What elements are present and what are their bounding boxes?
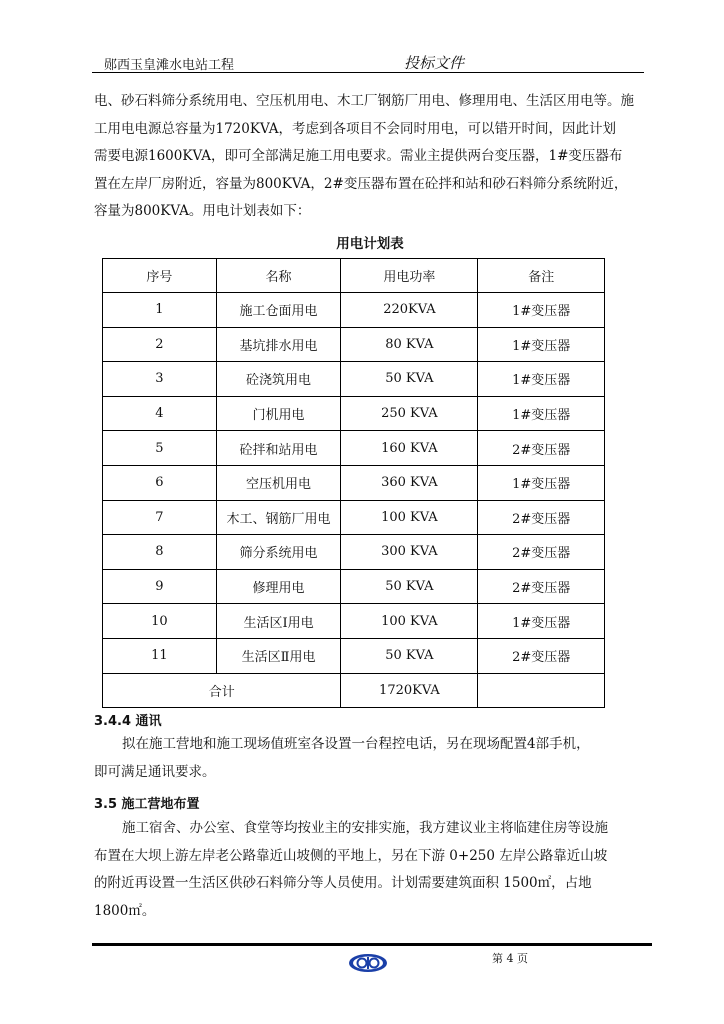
cell-index: 9	[103, 569, 217, 604]
intro-line: 工用电电源总容量为1720KVA，考虑到各项目不会同时用电，可以错开时间，因此计划	[94, 120, 617, 137]
cell-name: 基坑排水用电	[216, 327, 341, 362]
paragraph-line: 施工宿舍、办公室、食堂等均按业主的安排实施，我方建议业主将临建住房等设施	[122, 820, 608, 836]
cell-note: 1#变压器	[478, 293, 605, 328]
cell-note: 2#变压器	[478, 535, 605, 570]
section-3-4-4-paragraph	[94, 731, 654, 786]
project-name: 郧西玉皇滩水电站工程	[104, 58, 235, 73]
footer-rule	[92, 943, 652, 946]
cell-name: 木工、钢筋厂用电	[216, 500, 341, 535]
section-heading-3-5: 3.5 施工营地布置	[94, 797, 200, 812]
page-header	[92, 52, 644, 72]
total-label: 合计	[103, 673, 341, 708]
document-type: 投标文件	[404, 54, 465, 72]
cell-name: 修理用电	[216, 569, 341, 604]
table-header-row	[103, 259, 605, 293]
cell-index: 3	[103, 362, 217, 397]
col-header-note: 备注	[478, 259, 605, 293]
cell-index: 5	[103, 431, 217, 466]
intro-paragraph	[94, 88, 654, 226]
intro-line: 电、砂石料筛分系统用电、空压机用电、木工厂钢筋厂用电、修理用电、生活区用电等。施	[94, 93, 634, 109]
table-total-row	[103, 673, 605, 708]
table-row	[103, 362, 605, 397]
cell-power: 80 KVA	[341, 327, 478, 362]
table-row	[103, 569, 605, 604]
company-logo-icon	[348, 953, 388, 973]
table-row	[103, 396, 605, 431]
cell-power: 300 KVA	[341, 535, 478, 570]
intro-line: 需要电源1600KVA，即可全部满足施工用电要求。需业主提供两台变压器，1#变压器布	[94, 148, 623, 164]
cell-name: 门机用电	[216, 396, 341, 431]
cell-note: 1#变压器	[478, 327, 605, 362]
cell-note: 1#变压器	[478, 396, 605, 431]
cell-index: 8	[103, 535, 217, 570]
cell-note: 2#变压器	[478, 500, 605, 535]
table-row	[103, 465, 605, 500]
paragraph-line: 的附近再设置一生活区供砂石料筛分等人员使用。计划需要建筑面积 1500㎡，占地	[94, 875, 592, 891]
cell-index: 1	[103, 293, 217, 328]
cell-power: 250 KVA	[341, 396, 478, 431]
paragraph-line: 布置在大坝上游左岸老公路靠近山坡侧的平地上，另在下游 0+250 左岸公路靠近山坡	[94, 847, 608, 864]
cell-note: 2#变压器	[478, 569, 605, 604]
cell-note: 1#变压器	[478, 604, 605, 639]
cell-index: 10	[103, 604, 217, 639]
col-header-name: 名称	[216, 259, 341, 293]
paragraph-line: 即可满足通讯要求。	[94, 763, 216, 780]
paragraph-line: 1800㎡。	[94, 902, 156, 919]
cell-power: 100 KVA	[341, 500, 478, 535]
cell-note: 1#变压器	[478, 465, 605, 500]
cell-power: 50 KVA	[341, 638, 478, 673]
cell-name: 筛分系统用电	[216, 535, 341, 570]
cell-power: 50 KVA	[341, 362, 478, 397]
table-row	[103, 500, 605, 535]
table-row	[103, 535, 605, 570]
total-note	[478, 673, 605, 708]
paragraph-line: 拟在施工营地和施工现场值班室各设置一台程控电话，另在现场配置4部手机，	[122, 736, 590, 752]
cell-name: 砼拌和站用电	[216, 431, 341, 466]
cell-index: 7	[103, 500, 217, 535]
cell-note: 2#变压器	[478, 638, 605, 673]
cell-name: 施工仓面用电	[216, 293, 341, 328]
cell-index: 2	[103, 327, 217, 362]
cell-power: 220KVA	[341, 293, 478, 328]
cell-power: 100 KVA	[341, 604, 478, 639]
cell-index: 6	[103, 465, 217, 500]
table-title: 用电计划表	[336, 236, 404, 252]
header-rule	[92, 72, 644, 73]
section-heading-3-4-4: 3.4.4 通讯	[94, 714, 162, 729]
cell-note: 1#变压器	[478, 362, 605, 397]
table-row	[103, 327, 605, 362]
intro-line: 置在左岸厂房附近，容量为800KVA，2#变压器布置在砼拌和站和砂石料筛分系统附近，	[94, 175, 628, 192]
col-header-index: 序号	[103, 259, 217, 293]
total-value: 1720KVA	[341, 673, 478, 708]
cell-index: 4	[103, 396, 217, 431]
table-row	[103, 431, 605, 466]
table-row	[103, 638, 605, 673]
cell-index: 11	[103, 638, 217, 673]
table-row	[103, 604, 605, 639]
cell-power: 50 KVA	[341, 569, 478, 604]
section-3-5-paragraph	[94, 815, 654, 925]
power-plan-table	[102, 258, 605, 708]
cell-name: 生活区Ⅰ用电	[216, 604, 341, 639]
cell-power: 360 KVA	[341, 465, 478, 500]
intro-line: 容量为800KVA。用电计划表如下：	[94, 203, 311, 219]
cell-name: 砼浇筑用电	[216, 362, 341, 397]
col-header-power: 用电功率	[341, 259, 478, 293]
cell-power: 160 KVA	[341, 431, 478, 466]
cell-note: 2#变压器	[478, 431, 605, 466]
cell-name: 生活区Ⅱ用电	[216, 638, 341, 673]
cell-name: 空压机用电	[216, 465, 341, 500]
page-number: 第 4 页	[492, 952, 528, 965]
table-row	[103, 293, 605, 328]
